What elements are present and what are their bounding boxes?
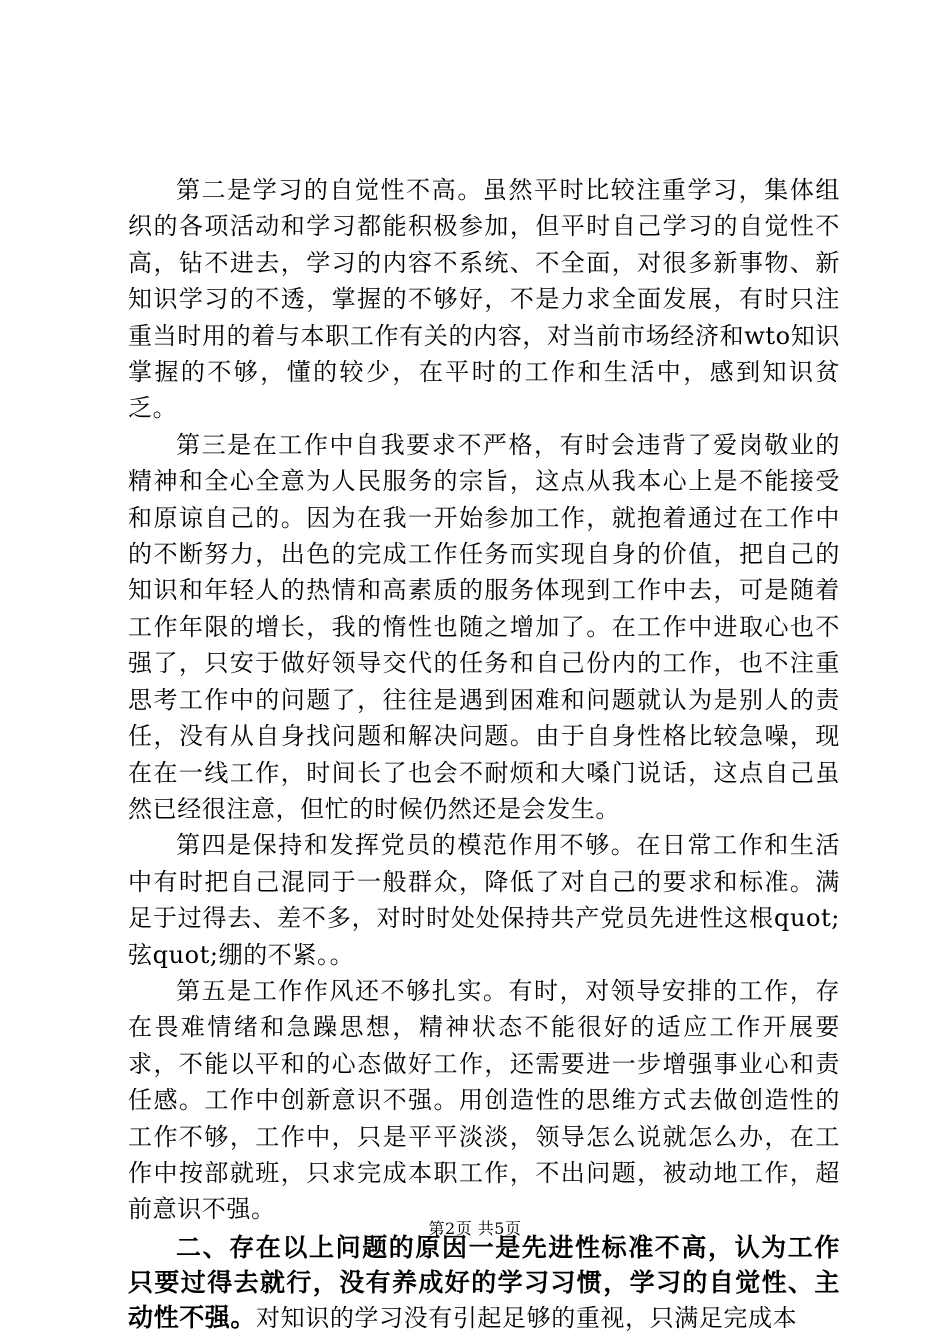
section-heading-bold-text: 二、存在以上问题的原因一是先进性标准不高，认为工作只要过得去就行，没有养成好的学习习惯，学习的自觉性、主动性不强。 <box>128 1232 840 1332</box>
section-heading-continuation: 对知识的学习没有引起足够的重视，只满足完成本 <box>256 1303 798 1332</box>
paragraph-self-discipline: 第三是在工作中自我要求不严格，有时会违背了爱岗敬业的精神和全心全意为人民服务的宗旨，这点从我本心上是不能接受和原谅自己的。因为在我一开始参加工作，就抱着通过在工作中的不断努力，出色的完成工作任务而实现自身的价值，把自己的知识和年轻人的热情和高素质的服务体现到工作中去，可是随着工作年限的增长，我的惰性也随之增加了。在工作中进取心也不强了，只安于做好领导交代的任务和自己份内的工作，也不注重思考工作中的问题了，往往是遇到困难和问题就认为是别人的责任，没有从自身找问题和解决问题。由于自身性格比较急噪，现在在一线工作，时间长了也会不耐烦和大嗓门说话，这点自己虽然已经很注意，但忙的时候仍然还是会发生。 <box>128 430 840 823</box>
section-heading-causes <box>128 1230 840 1336</box>
paragraph-party-member-role: 第四是保持和发挥党员的模范作用不够。在日常工作和生活中有时把自己混同于一般群众，降低了对自己的要求和标准。满足于过得去、差不多，对时时处处保持共产党员先进性这根quot;弦quot;绷的不紧。。 <box>128 831 840 969</box>
paragraph-work-style: 第五是工作作风还不够扎实。有时，对领导安排的工作，存在畏难情绪和急躁思想，精神状态不能很好的适应工作开展要求，不能以平和的心态做好工作，还需要进一步增强事业心和责任感。工作中创新意识不强。用创造性的思维方式去做创造性的工作不够，工作中，只是平平淡淡，领导怎么说就怎么办，在工作中按部就班，只求完成本职工作，不出问题，被动地工作，超前意识不强。 <box>128 976 840 1224</box>
document-body <box>128 172 840 1336</box>
page-footer: 第2页 共5页 <box>428 1219 522 1238</box>
paragraph-study-awareness: 第二是学习的自觉性不高。虽然平时比较注重学习，集体组织的各项活动和学习都能积极参加，但平时自己学习的自觉性不高，钻不进去，学习的内容不系统、不全面，对很多新事物、新知识学习的不透，掌握的不够好，不是力求全面发展，有时只注重当时用的着与本职工作有关的内容，对当前市场经济和wto知识掌握的不够，懂的较少，在平时的工作和生活中，感到知识贫乏。 <box>128 176 840 423</box>
